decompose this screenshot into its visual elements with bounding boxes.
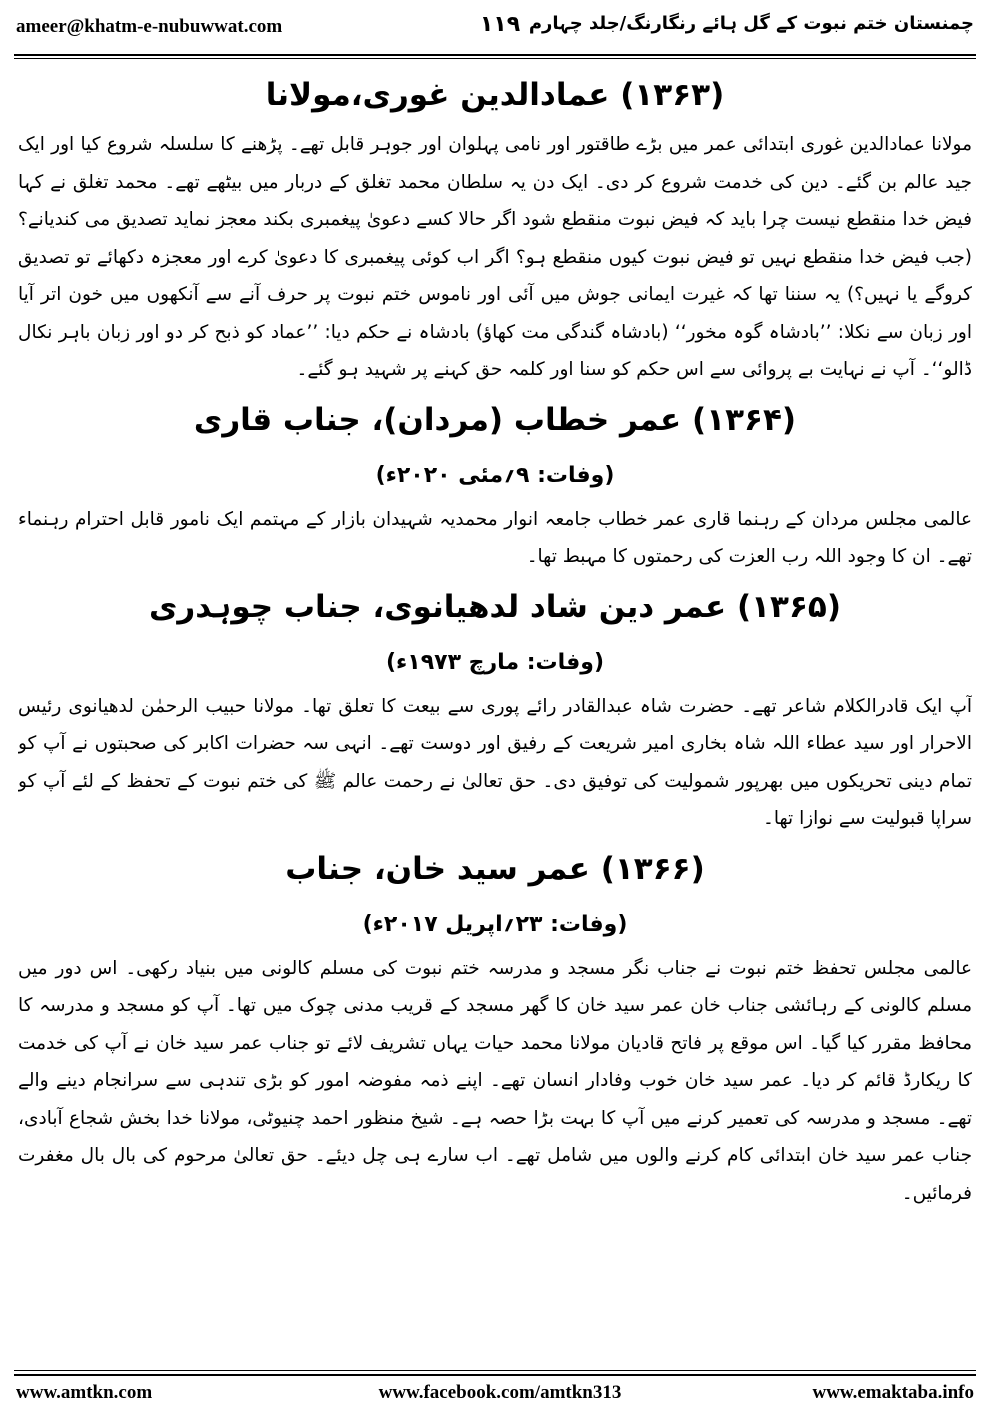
entry-heading: (۱۳۶۳) عمادالدین غوری،مولانا [265, 77, 725, 113]
page-number: ۱۱۹ [479, 12, 521, 37]
entry-date: (وفات: ۲۳؍اپریل ۲۰۱۷ء) [362, 911, 628, 937]
entry-1364 [18, 389, 972, 576]
entry-body: مولانا عمادالدین غوری ابتدائی عمر میں بڑے طاقتور اور نامی پہلوان اور جوہر قابل تھے۔ پڑھنے کا سلسلہ شروع کیا اور ایک جید عالم بن گئے۔ دین کی خدمت شروع کر دی۔ ایک دن یہ سلطان محمد تغلق کے دربار میں بیٹھے تھے۔ محمد تغلق نے کہا فیض خدا منقطع نیست چرا باید کہ فیض نبوت منقطع شود اگر حالا کسے دعویٰ پیغمبری بکند معجز نماید تصدیق می کندیانے؟ (جب فیض خدا منقطع نہیں تو فیض نبوت کیوں منقطع ہو؟ اگر اب کوئی پیغمبری کا دعویٰ کرے اور معجزہ دکھائے تو تصدیق کروگے یا نہیں؟) یہ سننا تھا کہ غیرت ایمانی جوش میں آئی اور ناموس ختم نبوت پر حرف آنے سے آنکھوں میں خون اتر آیا اور زبان سے نکلا: ’’بادشاہ گوہ مخور‘‘ (بادشاہ گندگی مت کھاؤ) بادشاہ نے حکم دیا: ’’عماد کو ذبح کر دو اور زبان باہر نکال ڈالو‘‘۔ آپ نے نہایت بے پروائی سے اس حکم کو سنا اور کلمہ حق کہنے پر شہید ہو گئے۔ [18, 134, 972, 380]
entry-heading: (۱۳۶۶) عمر سید خان، جناب [285, 850, 705, 887]
page-header [0, 0, 990, 58]
entry-body: عالمی مجلس تحفظ ختم نبوت نے جناب نگر مسجد و مدرسہ ختم نبوت کی مسلم کالونی میں بنیاد رکھی۔ اس دور میں مسلم کالونی کے رہائشی جناب خان عمر سید خان کا گھر مسجد کے قریب مدنی چوک میں تھا۔ آپ کو مسجد و مدرسہ کا محافظ مقرر کیا گیا۔ اس موقع پر فاتح قادیان مولانا محمد حیات یہاں تشریف لائے تو جناب عمر سید خان نے آپ کی خدمت کا ریکارڈ قائم کر دیا۔ عمر سید خان خوب وفادار انسان تھے۔ اپنے ذمہ مفوضہ امور کو بڑی تندہی سے سرانجام دینے والے تھے۔ مسجد و مدرسہ کی تعمیر کرنے میں آپ کا بہت بڑا حصہ ہے۔ شیخ منظور احمد چنیوٹی، مولانا خدا بخش شجاع آبادی، جناب عمر سید خان ابتدائی کام کرنے والوں میں شامل تھے۔ اب سارے ہی چل دیئے۔ حق تعالیٰ مرحوم کی بال بال مغفرت فرمائیں۔ [18, 957, 972, 1204]
footer-divider-thin [14, 1370, 976, 1371]
entry-1366 [18, 838, 972, 1213]
book-title: چمنستان ختم نبوت کے گل ہائے رنگارنگ/جلد چہارم [528, 13, 974, 34]
header-divider [14, 54, 976, 56]
entry-heading: (۱۳۶۵) عمر دین شاد لدھیانوی، جناب چوہدری [149, 588, 841, 625]
entry-body: عالمی مجلس مردان کے رہنما قاری عمر خطاب جامعہ انوار محمدیہ شہیدان بازار کے مہتمم ایک نامور قابل احترام رہنماء تھے۔ ان کا وجود اللہ رب العزت کی رحمتوں کا مہبط تھا۔ [18, 508, 972, 567]
header-divider-thin [14, 58, 976, 59]
footer-link-amtkn[interactable]: www.amtkn.com [16, 1382, 153, 1403]
entry-date: (وفات: ۹؍مئی ۲۰۲۰ء) [375, 462, 615, 488]
entry-date: (وفات: مارچ ۱۹۷۳ء) [385, 649, 605, 675]
entry-1363 [18, 64, 972, 389]
footer-link-facebook[interactable]: www.facebook.com/amtkn313 [378, 1382, 622, 1403]
entry-1365 [18, 576, 972, 838]
entry-heading: (۱۳۶۴) عمر خطاب (مردان)، جناب قاری [193, 401, 797, 438]
header-email[interactable]: ameer@khatm-e-nubuwwat.com [16, 16, 283, 37]
footer-link-emaktaba[interactable]: www.emaktaba.info [812, 1382, 974, 1403]
entry-body: آپ ایک قادرالکلام شاعر تھے۔ حضرت شاہ عبدالقادر رائے پوری سے بیعت کا تعلق تھا۔ مولانا حبیب الرحمٰن لدھیانوی رئیس الاحرار اور سید عطاء اللہ شاہ بخاری امیر شریعت کے رفیق اور دوست تھے۔ انہی سہ حضرات اکابر کی صحبتوں نے آپ کو تمام دینی تحریکوں میں بھرپور شمولیت کی توفیق دی۔ حق تعالیٰ نے رحمت عالم ﷺ کی ختم نبوت کے تحفظ کے لئے آپ کو سراپا قبولیت سے نوازا تھا۔ [18, 695, 972, 829]
page-content [18, 64, 972, 1366]
footer-divider [14, 1374, 976, 1376]
page-footer [0, 1382, 990, 1412]
